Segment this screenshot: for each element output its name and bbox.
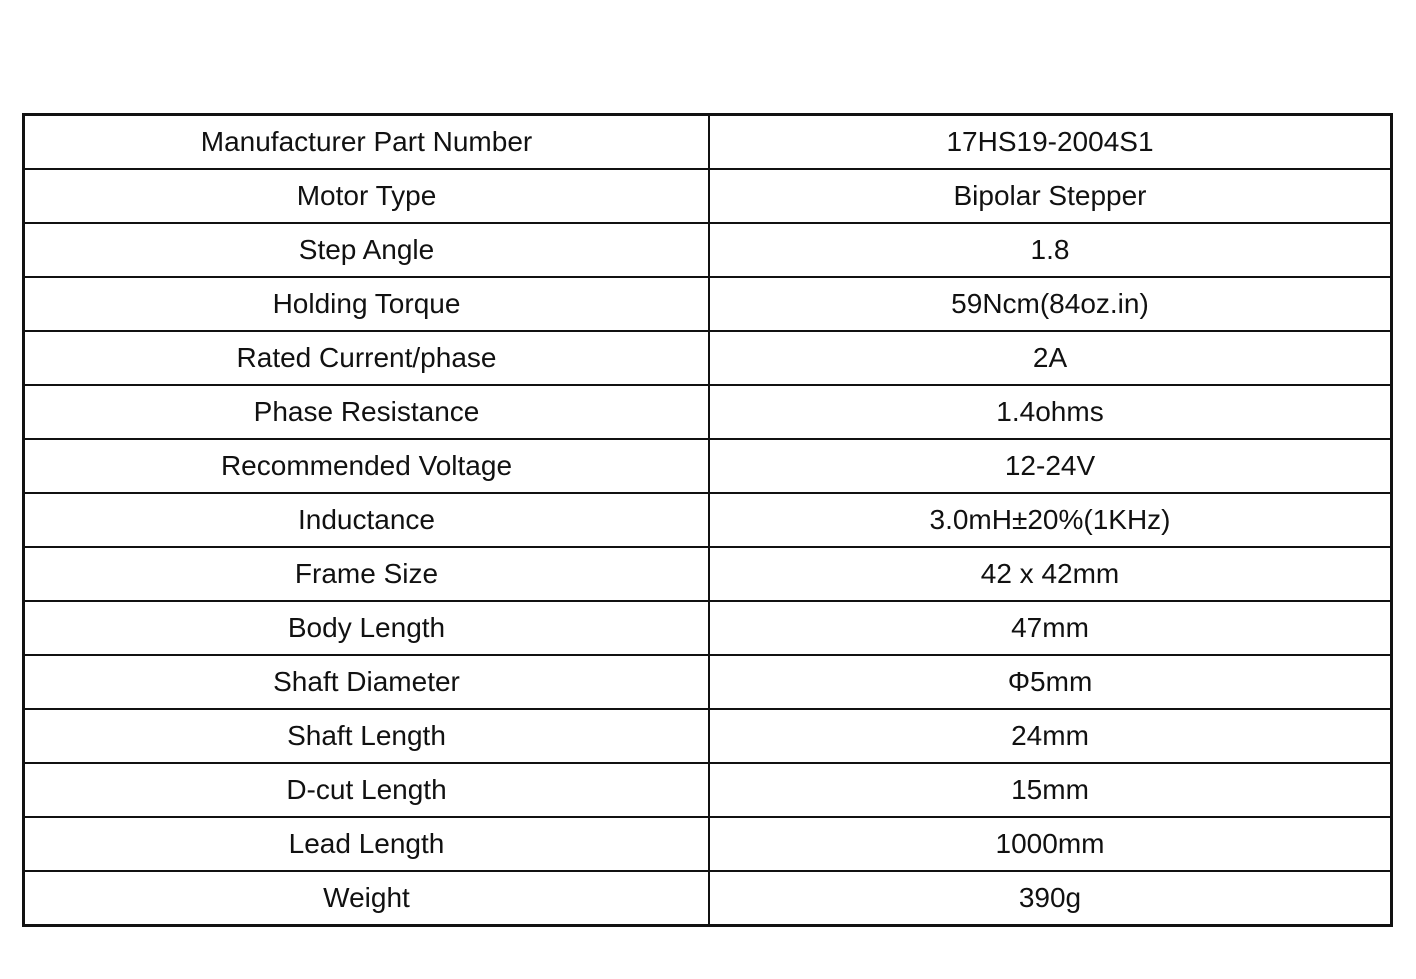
table-row xyxy=(24,763,1392,817)
spec-table xyxy=(22,113,1393,927)
table-row xyxy=(24,871,1392,926)
value-cell: 12-24V xyxy=(709,439,1392,493)
value-cell: 1.4ohms xyxy=(709,385,1392,439)
value-cell: Bipolar Stepper xyxy=(709,169,1392,223)
value-cell: 1.8 xyxy=(709,223,1392,277)
table-row xyxy=(24,223,1392,277)
parameter-cell: Recommended Voltage xyxy=(24,439,710,493)
parameter-cell: Shaft Length xyxy=(24,709,710,763)
parameter-cell: Shaft Diameter xyxy=(24,655,710,709)
parameter-cell: Body Length xyxy=(24,601,710,655)
table-row xyxy=(24,331,1392,385)
parameter-cell: Weight xyxy=(24,871,710,926)
table-row xyxy=(24,601,1392,655)
parameter-cell: Inductance xyxy=(24,493,710,547)
table-row xyxy=(24,709,1392,763)
parameter-cell: Rated Current/phase xyxy=(24,331,710,385)
table-row xyxy=(24,439,1392,493)
parameter-cell: Phase Resistance xyxy=(24,385,710,439)
value-cell: 47mm xyxy=(709,601,1392,655)
parameter-cell: Holding Torque xyxy=(24,277,710,331)
value-cell: 24mm xyxy=(709,709,1392,763)
spec-table-body xyxy=(24,115,1392,926)
parameter-cell: Step Angle xyxy=(24,223,710,277)
value-cell: 59Ncm(84oz.in) xyxy=(709,277,1392,331)
table-row xyxy=(24,493,1392,547)
parameter-cell: Motor Type xyxy=(24,169,710,223)
value-cell: 2A xyxy=(709,331,1392,385)
value-cell: 15mm xyxy=(709,763,1392,817)
table-row xyxy=(24,817,1392,871)
value-cell: 3.0mH±20%(1KHz) xyxy=(709,493,1392,547)
table-row xyxy=(24,115,1392,170)
table-row xyxy=(24,277,1392,331)
table-row xyxy=(24,169,1392,223)
parameter-cell: Manufacturer Part Number xyxy=(24,115,710,170)
value-cell: 17HS19-2004S1 xyxy=(709,115,1392,170)
table-row xyxy=(24,547,1392,601)
parameter-cell: Frame Size xyxy=(24,547,710,601)
value-cell: Φ5mm xyxy=(709,655,1392,709)
value-cell: 1000mm xyxy=(709,817,1392,871)
value-cell: 390g xyxy=(709,871,1392,926)
value-cell: 42 x 42mm xyxy=(709,547,1392,601)
table-row xyxy=(24,655,1392,709)
parameter-cell: D-cut Length xyxy=(24,763,710,817)
table-row xyxy=(24,385,1392,439)
parameter-cell: Lead Length xyxy=(24,817,710,871)
